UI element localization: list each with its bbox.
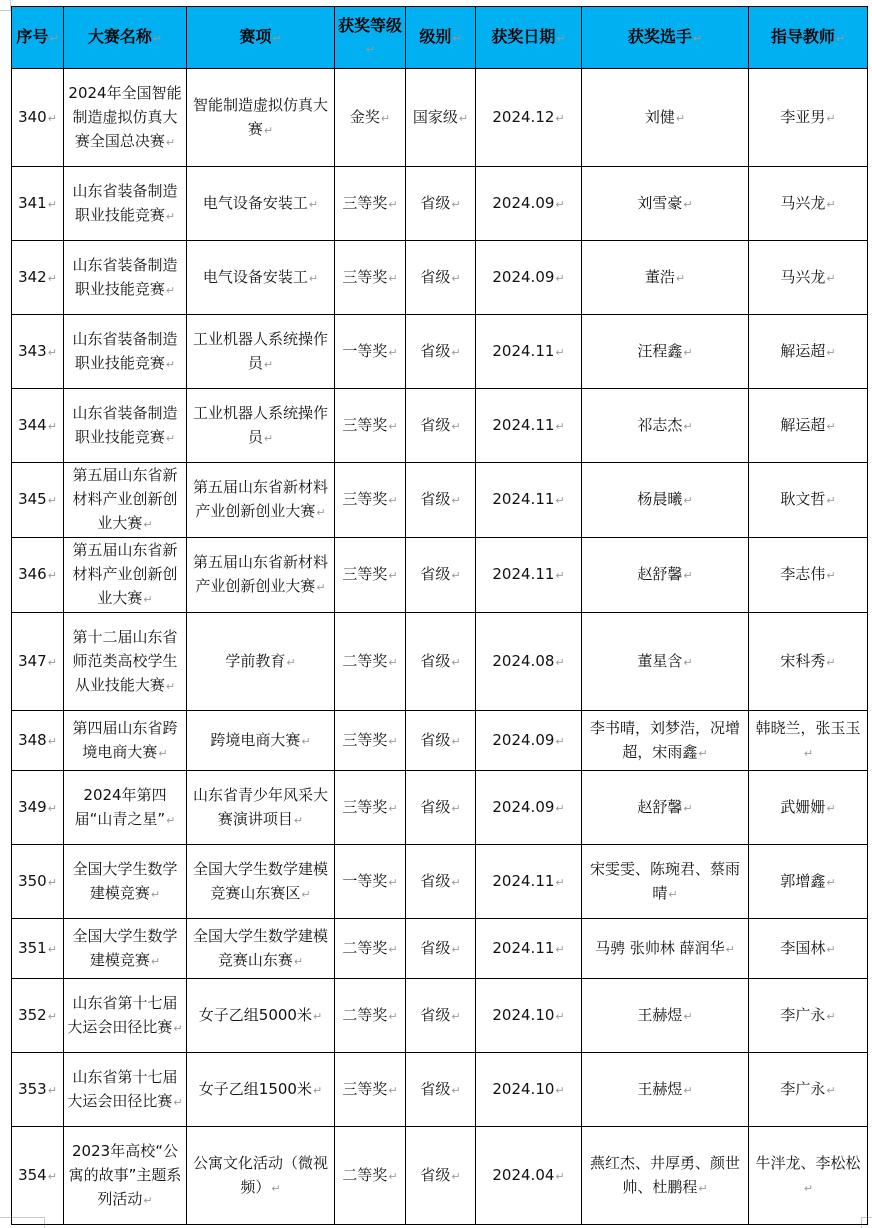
cell-competition: 2024年第四届“山青之星” ↵ — [64, 771, 187, 845]
cell-event: 第五届山东省新材料产业创新创业大赛 ↵ — [187, 538, 335, 613]
cell-event: 女子乙组5000米 ↵ — [187, 979, 335, 1053]
cell-teacher: 牛泮龙、李松松 ↵ — [749, 1127, 868, 1225]
table-row — [12, 711, 868, 771]
cell-event: 第五届山东省新材料产业创新创业大赛 ↵ — [187, 463, 335, 538]
cell-teacher: 郭增鑫 ↵ — [749, 845, 868, 919]
cell-students: 杨晨曦 ↵ — [582, 463, 749, 538]
cell-no: 348 ↵ — [12, 711, 64, 771]
cell-students: 赵舒馨 ↵ — [582, 538, 749, 613]
table-row — [12, 845, 868, 919]
cell-date: 2024.12 ↵ — [476, 69, 582, 167]
table-row — [12, 463, 868, 538]
cell-award: 三等奖 ↵ — [335, 771, 406, 845]
table-row — [12, 1127, 868, 1225]
cell-students: 燕红杰、井厚勇、颜世帅、杜鹏程 ↵ — [582, 1127, 749, 1225]
cell-students: 汪程鑫 ↵ — [582, 315, 749, 389]
cell-competition: 山东省装备制造职业技能竞赛 ↵ — [64, 315, 187, 389]
cell-award: 三等奖 ↵ — [335, 167, 406, 241]
cell-event: 女子乙组1500米 ↵ — [187, 1053, 335, 1127]
cell-competition: 第五届山东省新材料产业创新创业大赛 ↵ — [64, 538, 187, 613]
cell-no: 351 ↵ — [12, 919, 64, 979]
cell-award: 三等奖 ↵ — [335, 538, 406, 613]
cell-teacher: 马兴龙 ↵ — [749, 241, 868, 315]
cell-no: 349 ↵ — [12, 771, 64, 845]
cell-competition: 山东省第十七届大运会田径比赛 ↵ — [64, 979, 187, 1053]
cell-event: 全国大学生数学建模竞赛山东赛 ↵ — [187, 919, 335, 979]
cell-no: 343 ↵ — [12, 315, 64, 389]
cell-level: 省级 ↵ — [406, 389, 476, 463]
cell-event: 山东省青少年风采大赛演讲项目 ↵ — [187, 771, 335, 845]
cell-teacher: 韩晓兰，张玉玉 ↵ — [749, 711, 868, 771]
cell-competition: 第四届山东省跨境电商大赛 ↵ — [64, 711, 187, 771]
col-header-teacher: 指导教师 ↵ — [749, 7, 868, 69]
cell-level: 省级 ↵ — [406, 538, 476, 613]
cell-date: 2024.11 ↵ — [476, 389, 582, 463]
cell-level: 省级 ↵ — [406, 979, 476, 1053]
cell-no: 350 ↵ — [12, 845, 64, 919]
cell-level: 省级 ↵ — [406, 771, 476, 845]
cell-event: 全国大学生数学建模竞赛山东赛区 ↵ — [187, 845, 335, 919]
cell-award: 二等奖 ↵ — [335, 979, 406, 1053]
cell-no: 346 ↵ — [12, 538, 64, 613]
cell-award: 三等奖 ↵ — [335, 463, 406, 538]
cell-competition: 山东省装备制造职业技能竞赛 ↵ — [64, 167, 187, 241]
table-row — [12, 979, 868, 1053]
cell-students: 董浩 ↵ — [582, 241, 749, 315]
cell-date: 2024.11 ↵ — [476, 919, 582, 979]
cell-competition: 第十二届山东省师范类高校学生从业技能大赛 ↵ — [64, 613, 187, 711]
cell-award: 三等奖 ↵ — [335, 389, 406, 463]
cell-students: 刘健 ↵ — [582, 69, 749, 167]
cell-students: 祁志杰 ↵ — [582, 389, 749, 463]
cell-date: 2024.09 ↵ — [476, 241, 582, 315]
cell-date: 2024.09 ↵ — [476, 711, 582, 771]
cell-no: 347 ↵ — [12, 613, 64, 711]
table-row — [12, 1053, 868, 1127]
cell-date: 2024.09 ↵ — [476, 771, 582, 845]
cell-teacher: 李广永 ↵ — [749, 1053, 868, 1127]
table-row — [12, 167, 868, 241]
header-row — [12, 7, 868, 69]
cell-no: 340 ↵ — [12, 69, 64, 167]
cell-teacher: 宋科秀 ↵ — [749, 613, 868, 711]
cell-date: 2024.09 ↵ — [476, 167, 582, 241]
cell-teacher: 解运超 ↵ — [749, 389, 868, 463]
col-header-students: 获奖选手 ↵ — [582, 7, 749, 69]
cell-date: 2024.04 ↵ — [476, 1127, 582, 1225]
cell-no: 354 ↵ — [12, 1127, 64, 1225]
cell-date: 2024.10 ↵ — [476, 979, 582, 1053]
cell-no: 341 ↵ — [12, 167, 64, 241]
cell-students: 宋雯雯、陈琬君、蔡雨晴 ↵ — [582, 845, 749, 919]
cell-students: 李书晴，刘梦浩，况增超，宋雨鑫 ↵ — [582, 711, 749, 771]
cell-award: 三等奖 ↵ — [335, 1053, 406, 1127]
cell-competition: 山东省装备制造职业技能竞赛 ↵ — [64, 241, 187, 315]
table-row — [12, 69, 868, 167]
cell-date: 2024.11 ↵ — [476, 315, 582, 389]
table-row — [12, 919, 868, 979]
cell-competition: 山东省第十七届大运会田径比赛 ↵ — [64, 1053, 187, 1127]
cell-award: 一等奖 ↵ — [335, 845, 406, 919]
cell-level: 省级 ↵ — [406, 1053, 476, 1127]
cell-no: 344 ↵ — [12, 389, 64, 463]
cell-event: 工业机器人系统操作员 ↵ — [187, 315, 335, 389]
cell-level: 国家级 ↵ — [406, 69, 476, 167]
table-row — [12, 389, 868, 463]
cell-level: 省级 ↵ — [406, 711, 476, 771]
margin-corner-mark — [0, 0, 11, 11]
cell-level: 省级 ↵ — [406, 463, 476, 538]
cell-award: 金奖 ↵ — [335, 69, 406, 167]
cell-level: 省级 ↵ — [406, 241, 476, 315]
cell-award: 二等奖 ↵ — [335, 613, 406, 711]
cell-no: 352 ↵ — [12, 979, 64, 1053]
cell-event: 电气设备安装工 ↵ — [187, 167, 335, 241]
cell-competition: 2023年高校“公寓的故事”主题系列活动 ↵ — [64, 1127, 187, 1225]
cell-students: 马骋 张帅林 薛润华 ↵ — [582, 919, 749, 979]
table-row — [12, 315, 868, 389]
cell-teacher: 李亚男 ↵ — [749, 69, 868, 167]
table-row — [12, 241, 868, 315]
cell-teacher: 李志伟 ↵ — [749, 538, 868, 613]
cell-level: 省级 ↵ — [406, 845, 476, 919]
cell-level: 省级 ↵ — [406, 613, 476, 711]
awards-table — [11, 6, 868, 1225]
cell-level: 省级 ↵ — [406, 1127, 476, 1225]
cell-teacher: 武姗姗 ↵ — [749, 771, 868, 845]
cell-students: 董星含 ↵ — [582, 613, 749, 711]
cell-date: 2024.10 ↵ — [476, 1053, 582, 1127]
table-row — [12, 613, 868, 711]
cell-students: 刘雪豪 ↵ — [582, 167, 749, 241]
table-row — [12, 538, 868, 613]
cell-date: 2024.11 ↵ — [476, 845, 582, 919]
col-header-date: 获奖日期 ↵ — [476, 7, 582, 69]
cell-teacher: 李国林 ↵ — [749, 919, 868, 979]
cell-students: 赵舒馨 ↵ — [582, 771, 749, 845]
cell-date: 2024.11 ↵ — [476, 538, 582, 613]
cell-teacher: 马兴龙 ↵ — [749, 167, 868, 241]
cell-event: 智能制造虚拟仿真大赛 ↵ — [187, 69, 335, 167]
cell-event: 公寓文化活动（微视频） ↵ — [187, 1127, 335, 1225]
cell-teacher: 解运超 ↵ — [749, 315, 868, 389]
cell-no: 342 ↵ — [12, 241, 64, 315]
cell-date: 2024.11 ↵ — [476, 463, 582, 538]
cell-teacher: 耿文哲 ↵ — [749, 463, 868, 538]
col-header-level: 级别 ↵ — [406, 7, 476, 69]
cell-teacher: 李广永 ↵ — [749, 979, 868, 1053]
col-header-no: 序号 ↵ — [12, 7, 64, 69]
cell-competition: 全国大学生数学建模竞赛 ↵ — [64, 845, 187, 919]
cell-students: 王赫煜 ↵ — [582, 1053, 749, 1127]
cell-award: 二等奖 ↵ — [335, 919, 406, 979]
cell-event: 学前教育 ↵ — [187, 613, 335, 711]
cell-students: 王赫煜 ↵ — [582, 979, 749, 1053]
table-row — [12, 771, 868, 845]
col-header-event: 赛项 ↵ — [187, 7, 335, 69]
cell-event: 工业机器人系统操作员 ↵ — [187, 389, 335, 463]
table-body — [12, 69, 868, 1225]
col-header-competition: 大赛名称 ↵ — [64, 7, 187, 69]
cell-level: 省级 ↵ — [406, 167, 476, 241]
cell-competition: 全国大学生数学建模竞赛 ↵ — [64, 919, 187, 979]
cell-level: 省级 ↵ — [406, 919, 476, 979]
cell-event: 电气设备安装工 ↵ — [187, 241, 335, 315]
cell-competition: 山东省装备制造职业技能竞赛 ↵ — [64, 389, 187, 463]
cell-competition: 第五届山东省新材料产业创新创业大赛 ↵ — [64, 463, 187, 538]
cell-date: 2024.08 ↵ — [476, 613, 582, 711]
cell-award: 一等奖 ↵ — [335, 315, 406, 389]
cell-no: 353 ↵ — [12, 1053, 64, 1127]
cell-award: 二等奖 ↵ — [335, 1127, 406, 1225]
cell-event: 跨境电商大赛 ↵ — [187, 711, 335, 771]
cell-level: 省级 ↵ — [406, 315, 476, 389]
cell-competition: 2024年全国智能制造虚拟仿真大赛全国总决赛 ↵ — [64, 69, 187, 167]
col-header-award: 获奖等级 ↵ — [335, 7, 406, 69]
cell-award: 三等奖 ↵ — [335, 241, 406, 315]
cell-award: 三等奖 ↵ — [335, 711, 406, 771]
cell-no: 345 ↵ — [12, 463, 64, 538]
